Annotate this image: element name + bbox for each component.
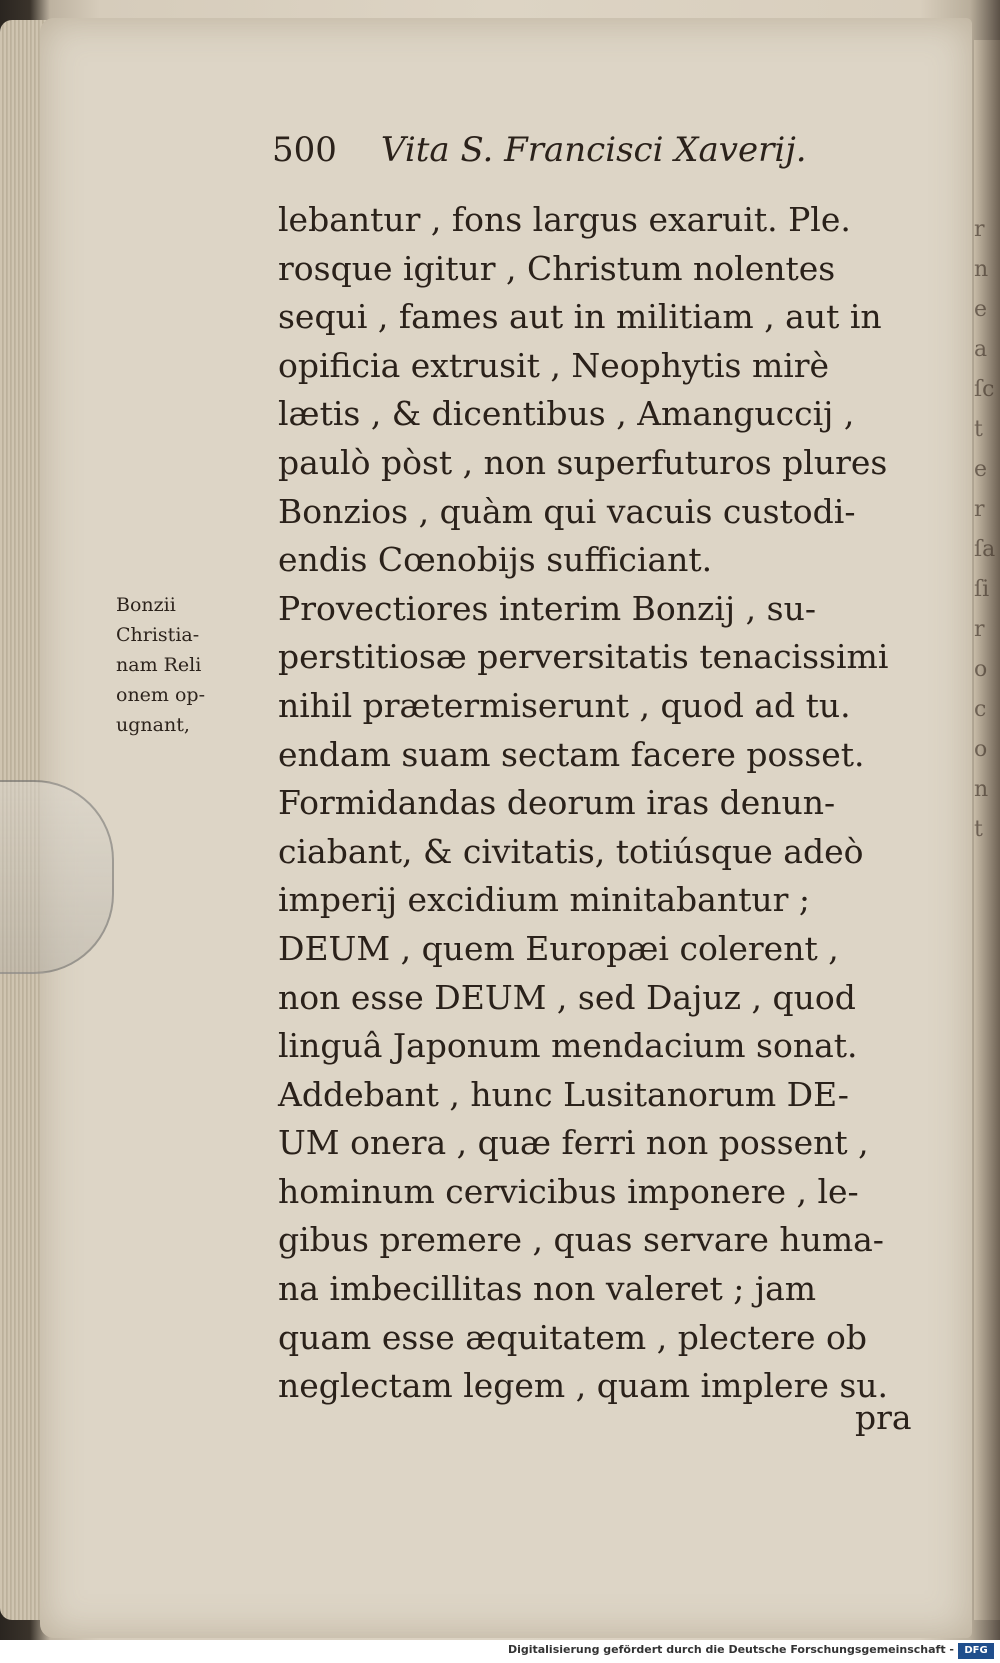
text-line: gibus premere , quas servare huma- (278, 1220, 884, 1260)
margin-note-line: Bonzii (116, 594, 176, 616)
body-text (278, 196, 918, 1411)
text-line: Addebant , hunc Lusitanorum DE- (278, 1074, 849, 1114)
text-line: imperij excidium minitabantur ; (278, 880, 810, 920)
text-line: lætis , & dicentibus , Amanguccij , (278, 394, 855, 434)
dfg-logo-icon: DFG (958, 1643, 994, 1659)
text-line: hominum cervicibus imponere , le- (278, 1171, 859, 1211)
running-title: Vita S. Francisci Xaverij. (380, 130, 807, 170)
text-line: quam esse æquitatem , plectere ob (278, 1317, 867, 1357)
page-number: 500 (272, 130, 337, 170)
margin-note (116, 590, 266, 740)
margin-note-line: onem op- (116, 684, 205, 706)
footer-bar (0, 1640, 1000, 1663)
text-line: ciabant, & civitatis, totiúsque adeò (278, 831, 864, 871)
facing-page-edge (974, 40, 1000, 1620)
text-line: Formidandas deorum iras denun- (278, 783, 836, 823)
text-line: endam suam sectam facere posset. (278, 734, 865, 774)
text-line: na imbecillitas non valeret ; jam (278, 1269, 817, 1309)
text-line: Provectiores interim Bonzij , su- (278, 588, 816, 628)
text-line: rosque igitur , Christum nolentes (278, 248, 836, 288)
margin-note-line: ugnant, (116, 714, 190, 736)
text-line: perstitiosæ perversitatis tenacissimi (278, 637, 889, 677)
text-line: sequi , fames aut in militiam , aut in (278, 297, 882, 337)
margin-note-line: Christia- (116, 624, 200, 646)
text-line: linguâ Japonum mendacium sonat. (278, 1026, 858, 1066)
funding-credit: Digitalisierung gefördert durch die Deutsche Forschungsgemeinschaft - (507, 1643, 954, 1656)
text-line: paulò pòst , non superfuturos plures (278, 442, 888, 482)
text-line: endis Cœnobijs sufficiant. (278, 540, 713, 580)
text-line: opificia extrusit , Neophytis mirè (278, 345, 830, 385)
text-line: lebantur , fons largus exaruit. Ple. (278, 200, 851, 239)
text-line: Bonzios , quàm qui vacuis custodi- (278, 491, 856, 531)
text-line: UM onera , quæ ferri non possent , (278, 1123, 869, 1163)
text-line: DEUM , quem Europæi colerent , (278, 928, 839, 968)
page-header (272, 130, 842, 170)
text-line: nihil prætermiserunt , quod ad tu. (278, 685, 851, 725)
catchword: pra (855, 1398, 912, 1437)
text-line: non esse DEUM , sed Dajuz , quod (278, 977, 856, 1017)
text-line: neglectam legem , quam implere su. (278, 1366, 889, 1406)
facing-page-text: r n e a ſc t e r ſa ſi r o c o n t (974, 217, 996, 842)
margin-note-line: nam Reli (116, 654, 202, 676)
